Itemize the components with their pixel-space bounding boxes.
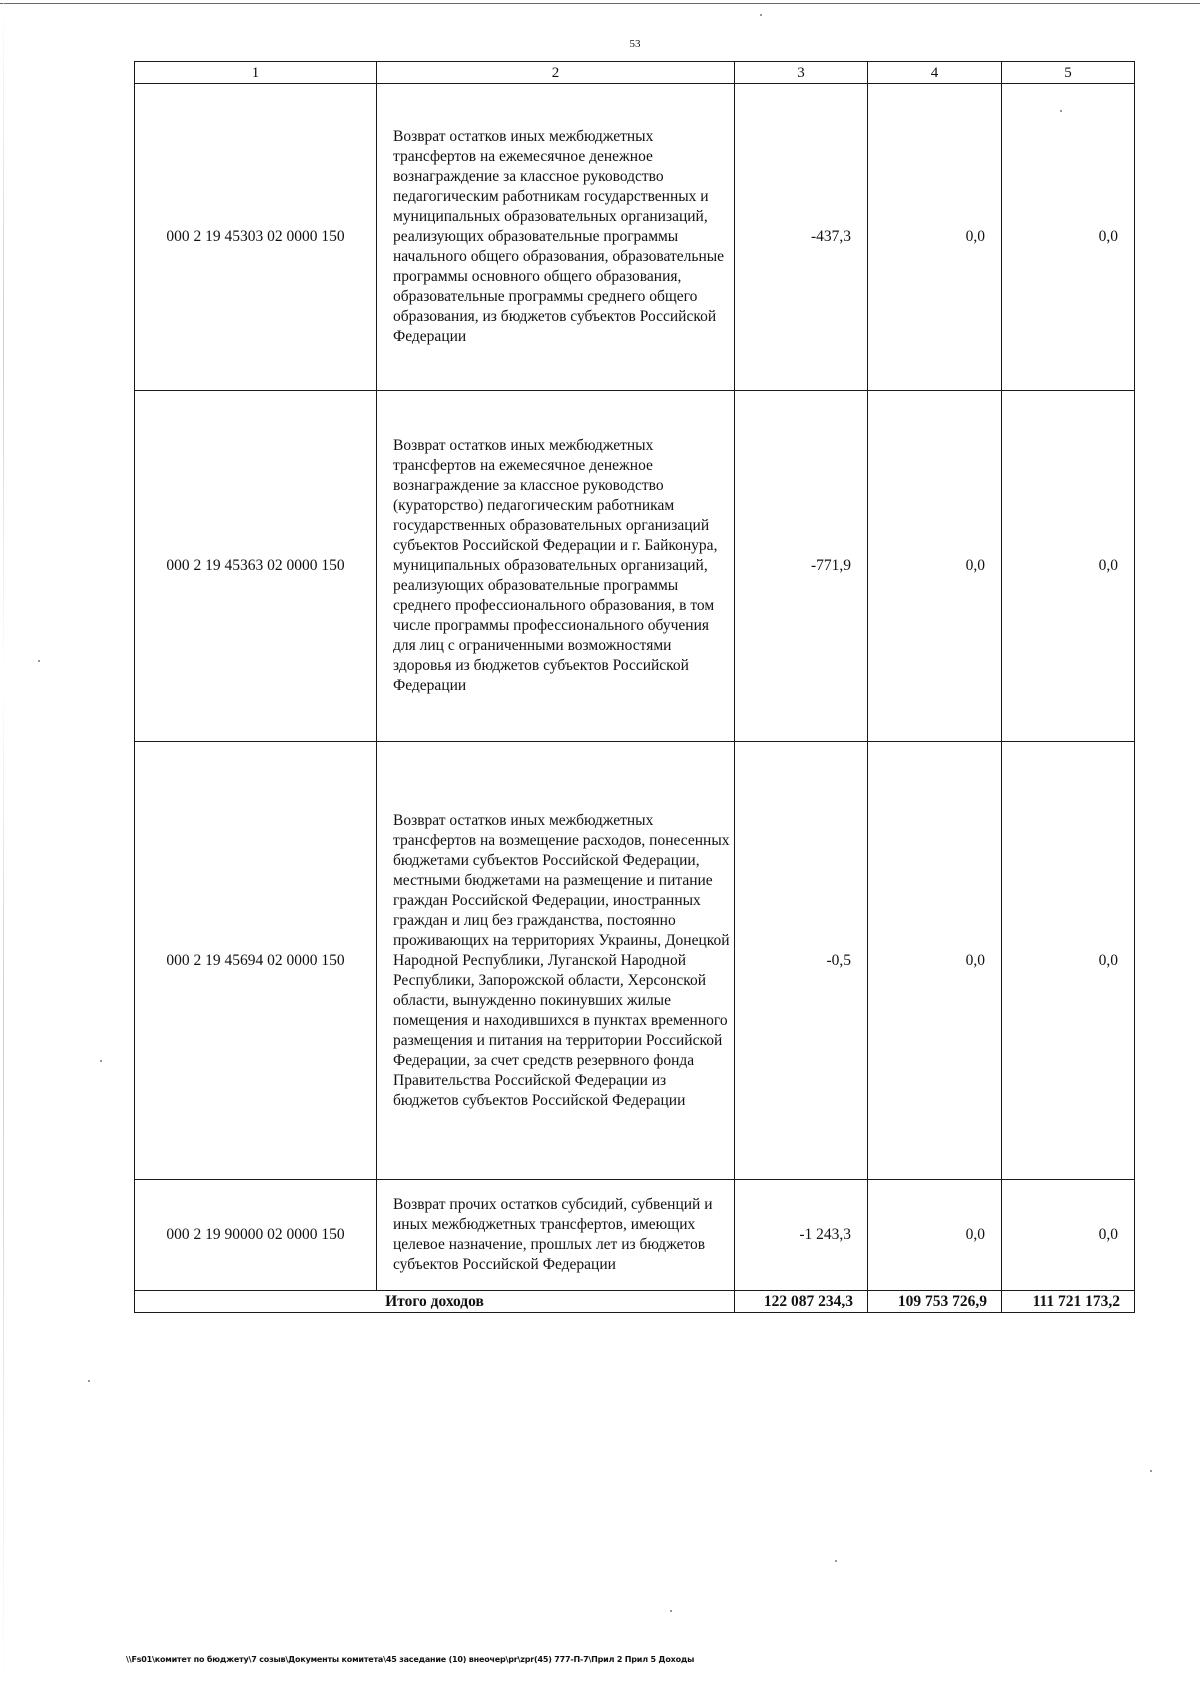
total-row — [135, 1291, 1135, 1313]
column-header-4: 4 — [868, 62, 1002, 84]
scan-edge-top — [0, 3, 1200, 4]
header-row — [135, 62, 1135, 84]
scan-speck — [1150, 1470, 1152, 1472]
scan-speck — [760, 14, 762, 16]
value-col4-cell: 0,0 — [868, 1180, 1002, 1291]
value-col3-cell: -771,9 — [735, 391, 868, 742]
budget-code-cell: 000 2 19 45694 02 0000 150 — [135, 742, 377, 1180]
scan-speck — [38, 660, 40, 662]
value-col4-cell: 0,0 — [868, 391, 1002, 742]
value-col3-cell: -437,3 — [735, 84, 868, 391]
description-cell: Возврат остатков иных межбюджетных трансфертов на возмещение расходов, понесенных бюджетами субъектов Российской Федерации, местными бюджетами на размещение и питание граждан Российской Федерации, иностранных граждан и лиц без гражданства, постоянно проживающих на территориях Украины, Донецкой Народной Республики, Луганской Народной Республики, Запорожской области, Херсонской области, вынужденно покинувших жилые помещения и находившихся в пунктах временного размещения и питания на территории Российской Федерации, за счет средств резервного фонда Правительства Российской Федерации из бюджетов субъектов Российской Федерации — [377, 742, 735, 1180]
budget-code-cell: 000 2 19 45303 02 0000 150 — [135, 84, 377, 391]
description-cell: Возврат остатков иных межбюджетных трансфертов на ежемесячное денежное вознаграждение за классное руководство (кураторство) педагогическим работникам государственных образовательных организаций субъектов Российской Федерации и г. Байконура, муниципальных образовательных организаций, реализующих образовательные программы среднего профессионального образования, в том числе программы профессионального обучения для лиц с ограниченными возможностями здоровья из бюджетов субъектов Российской Федерации — [377, 391, 735, 742]
value-col5-cell: 0,0 — [1002, 742, 1135, 1180]
page-number: 53 — [629, 38, 641, 50]
value-col4-cell: 0,0 — [868, 742, 1002, 1180]
total-col4: 109 753 726,9 — [868, 1291, 1002, 1313]
scan-speck — [88, 1380, 90, 1382]
scan-edge-left — [3, 0, 4, 1699]
scan-speck — [835, 1560, 837, 1562]
value-col4-cell: 0,0 — [868, 84, 1002, 391]
table-row — [135, 1180, 1135, 1291]
value-col5-cell: 0,0 — [1002, 1180, 1135, 1291]
description-cell: Возврат остатков иных межбюджетных трансфертов на ежемесячное денежное вознаграждение за классное руководство педагогическим работникам государственных и муниципальных образовательных организаций, реализующих образовательные программы начального общего образования, образовательные программы основного общего образования, образовательные программы среднего общего образования, из бюджетов субъектов Российской Федерации — [377, 84, 735, 391]
column-header-3: 3 — [735, 62, 868, 84]
value-col3-cell: -0,5 — [735, 742, 868, 1180]
footer-file-path: \\Fs01\комитет по бюджету\7 созыв\Документы комитета\45 заседание (10) внеочер\pr\zpr(45) 777-П-7\Прил 2 Прил 5 Доходы — [126, 1655, 695, 1664]
scan-speck — [670, 1610, 672, 1612]
scan-speck — [1060, 110, 1062, 112]
table-row — [135, 84, 1135, 391]
total-col3: 122 087 234,3 — [735, 1291, 868, 1313]
value-col3-cell: -1 243,3 — [735, 1180, 868, 1291]
value-col5-cell: 0,0 — [1002, 84, 1135, 391]
table-row — [135, 742, 1135, 1180]
budget-code-cell: 000 2 19 45363 02 0000 150 — [135, 391, 377, 742]
budget-code-cell: 000 2 19 90000 02 0000 150 — [135, 1180, 377, 1291]
column-header-2: 2 — [377, 62, 735, 84]
total-col5: 111 721 173,2 — [1002, 1291, 1135, 1313]
total-label: Итого доходов — [135, 1291, 735, 1313]
description-cell: Возврат прочих остатков субсидий, субвенций и иных межбюджетных трансфертов, имеющих целевое назначение, прошлых лет из бюджетов субъектов Российской Федерации — [377, 1180, 735, 1291]
table-row — [135, 391, 1135, 742]
scan-speck — [100, 1060, 102, 1062]
column-header-5: 5 — [1002, 62, 1135, 84]
income-table — [134, 61, 1135, 1313]
column-header-1: 1 — [135, 62, 377, 84]
value-col5-cell: 0,0 — [1002, 391, 1135, 742]
